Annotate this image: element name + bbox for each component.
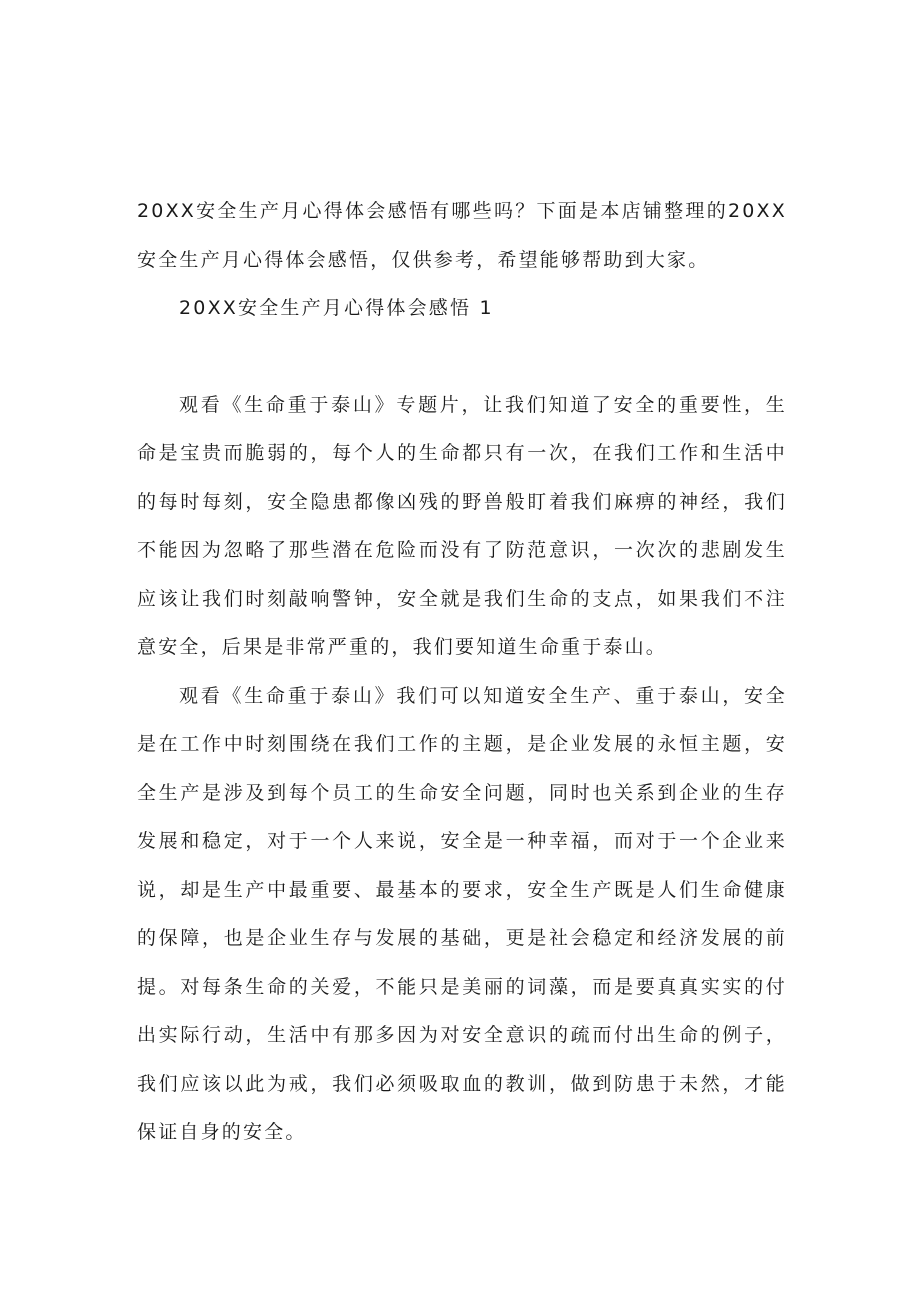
body-paragraph-1: 观看《生命重于泰山》专题片，让我们知道了安全的重要性，生命是宝贵而脆弱的，每个人的生命都只有一次，在我们工作和生活中的每时每刻，安全隐患都像凶残的野兽般盯着我们麻痹的神经，我们不能因为忽略了那些潜在危险而没有了防范意识，一次次的悲剧发生应该让我们时刻敲响警钟，安全就是我们生命的支点，如果我们不注意安全，后果是非常严重的，我们要知道生命重于泰山。 xyxy=(137,393,787,658)
section-title: 20XX安全生产月心得体会感悟 1 xyxy=(179,297,494,319)
intro-paragraph: 20XX安全生产月心得体会感悟有哪些吗？下面是本店铺整理的20XX安全生产月心得体会感悟，仅供参考，希望能够帮助到大家。 xyxy=(137,200,787,271)
body-paragraph-2: 观看《生命重于泰山》我们可以知道安全生产、重于泰山，安全是在工作中时刻围绕在我们工作的主题，是企业发展的永恒主题，安全生产是涉及到每个员工的生命安全问题，同时也关系到企业的生存发展和稳定，对于一个人来说，安全是一种幸福，而对于一个企业来说，却是生产中最重要、最基本的要求，安全生产既是人们生命健康的保障，也是企业生存与发展的基础，更是社会稳定和经济发展的前提。对每条生命的关爱，不能只是美丽的词藻，而是要真真实实的付出实际行动，生活中有那多因为对安全意识的疏而付出生命的例子，我们应该以此为戒，我们必须吸取血的教训，做到防患于未然，才能保证自身的安全。 xyxy=(137,684,787,1143)
document-content xyxy=(137,187,787,1157)
